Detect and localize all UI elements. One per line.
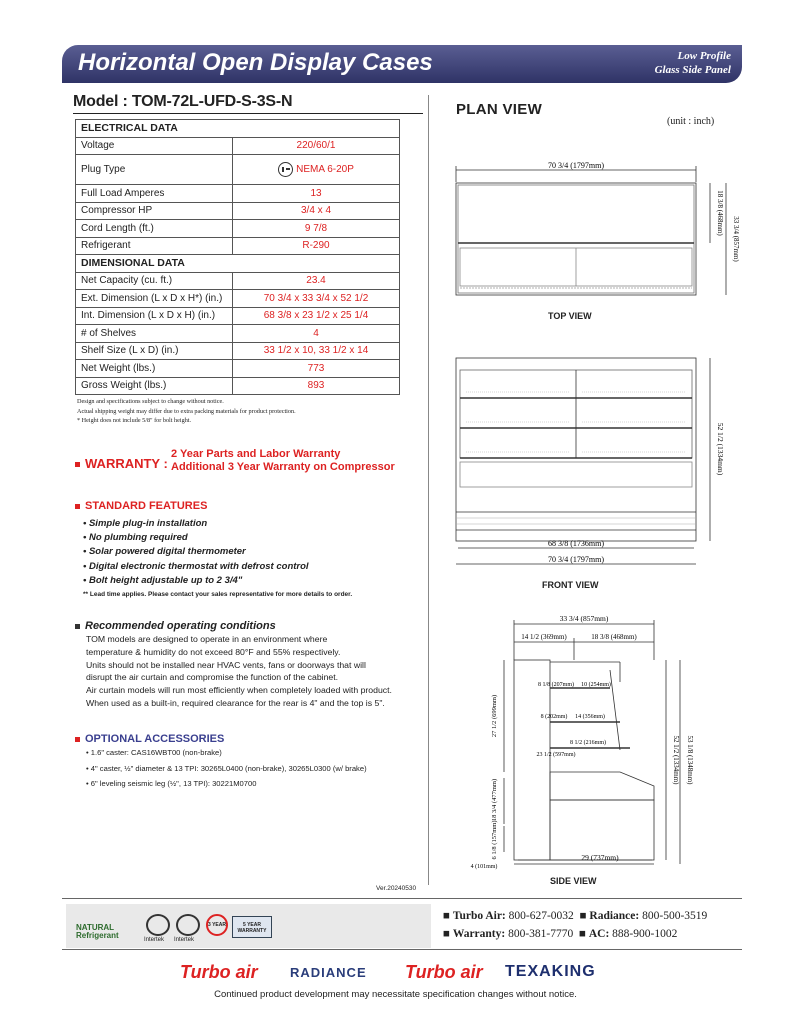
side-lower-height-dim: 18 3/4 (477mm) [491, 778, 498, 822]
unit-label: (unit : inch) [667, 116, 715, 127]
turbo-air-logo-2: Turbo air [405, 962, 483, 982]
side-upper-height-dim: 27 1/2 (699mm) [491, 694, 498, 738]
contact-phone: 888-900-1002 [612, 928, 678, 940]
contact-row [443, 907, 707, 925]
top-inner-depth-dim: 18 3/8 (468mm) [716, 190, 724, 236]
note-line: * Height does not include 5/8" for bolt height. [77, 417, 192, 424]
bullet-square-icon: ■ [443, 928, 453, 940]
side-dim-d4: 14 (356mm) [575, 714, 605, 720]
table-row [76, 360, 400, 378]
contact-name: Warranty: [452, 928, 506, 940]
subtitle-line-2: Glass Side Panel [654, 64, 731, 76]
turbo-air-logo: Turbo air [180, 962, 258, 982]
natural-refrigerant-badge: NATURAL Refrigerant [76, 923, 119, 940]
bullet-square-icon: ■ [579, 910, 590, 922]
contact-row [443, 925, 707, 943]
contact-name: AC: [588, 928, 610, 940]
banner-subtitle [655, 49, 731, 77]
version-label: Ver.20240530 [376, 885, 417, 892]
contact-phone: 800-500-3519 [642, 910, 708, 922]
standard-features-title: STANDARD FEATURES [85, 500, 208, 512]
spec-label: Ext. Dimension (L x D x H*) (in.) [76, 290, 233, 308]
table-row [76, 237, 400, 255]
text-line: When used as a built-in, required clearance for the rear is 4" and the top is 5". [86, 697, 385, 708]
spec-label: # of Shelves [76, 325, 233, 343]
spec-label: Compressor HP [76, 202, 233, 220]
note-line: Actual shipping weight may differ due to extra packing materials for product protection. [77, 407, 296, 415]
side-depth-dim: 33 3/4 (857mm) [559, 614, 609, 623]
recommended-title: Recommended operating conditions [85, 620, 276, 632]
accessories-list [86, 745, 367, 792]
table-row [76, 185, 400, 203]
bullet-square-icon [75, 504, 80, 509]
top-depth-dim: 33 3/4 (857mm) [732, 216, 740, 262]
table-row [76, 220, 400, 238]
list-item: • Simple plug-in installation [83, 518, 208, 529]
accessories-title: OPTIONAL ACCESSORIES [85, 733, 225, 745]
side-dim-d5: 8 1/2 (216mm) [570, 740, 606, 746]
etl-label: Intertek [144, 937, 165, 943]
etl-sanitation-label: Intertek [174, 937, 195, 943]
spec-notes [77, 397, 296, 426]
top-view-drawing [440, 158, 750, 303]
side-dim-d3: 8 (202mm) [540, 714, 568, 720]
front-view-label: FRONT VIEW [542, 580, 599, 590]
front-width-dim: 70 3/4 (1797mm) [548, 555, 604, 564]
list-item: • 6" leveling seismic leg (½", 13 TPI): 30221M0700 [86, 779, 257, 788]
spec-value: 773 [233, 360, 400, 378]
top-view-label: TOP VIEW [548, 311, 592, 321]
spec-value: 9 7/8 [233, 220, 400, 238]
table-row [76, 155, 400, 185]
spec-label: Full Load Amperes [76, 185, 233, 203]
spec-label: Cord Length (ft.) [76, 220, 233, 238]
lead-time-note: ** Lead time applies. Please contact your sales representative for more details to order. [83, 591, 353, 599]
side-foot-height-dim: 4 (101mm) [470, 864, 498, 870]
table-row [76, 272, 400, 290]
warranty-heading [75, 456, 168, 471]
contact-name: Radiance: [589, 910, 640, 922]
model-underline [73, 113, 423, 114]
warranty-3-year-badge: 3 YEAR [206, 914, 228, 936]
features-list [83, 517, 352, 602]
side-total-height2-dim: 53 1/8 (1348mm) [686, 735, 694, 785]
list-item: • 4" caster, ½" diameter & 13 TPI: 30265L0400 (non-brake), 30265L0300 (w/ brake) [86, 763, 367, 773]
side-base-depth-dim: 29 (737mm) [581, 853, 619, 862]
spec-value: 33 1/2 x 10, 33 1/2 x 14 [233, 342, 400, 360]
list-item: • Bolt height adjustable up to 2 3/4" [83, 574, 243, 586]
etl-sanitation-logo-icon [176, 914, 200, 936]
spec-label: Voltage [76, 137, 233, 155]
front-inner-width-dim: 68 3/8 (1736mm) [548, 539, 604, 548]
list-item: • Solar powered digital thermometer [83, 546, 246, 558]
warranty-text [171, 448, 395, 474]
spec-value: R-290 [233, 237, 400, 255]
spec-label: Plug Type [76, 155, 233, 185]
certification-logos [66, 904, 431, 948]
spec-value: 3/4 x 4 [233, 202, 400, 220]
text-line: Air curtain models will run most efficiently when completely loaded with product. [86, 685, 392, 696]
side-dim-d6: 23 1/2 (597mm) [536, 752, 576, 758]
standard-features-heading [75, 500, 207, 512]
spec-label: Shelf Size (L x D) (in.) [76, 342, 233, 360]
plug-icon [278, 162, 293, 177]
side-base-height-dim: 6 1/8 (157mm) [491, 820, 498, 860]
warranty-label: WARRANTY : [85, 456, 168, 471]
bullet-square-icon [75, 462, 80, 467]
accessories-heading [75, 733, 224, 745]
model-number: Model : TOM-72L-UFD-S-3S-N [73, 93, 293, 110]
contact-phone: 800-627-0032 [508, 910, 574, 922]
contact-list [443, 907, 707, 943]
bullet-square-icon [75, 737, 80, 742]
texaking-logo: TEXAKING [505, 963, 596, 980]
text-line: temperature & humidity do not exceed 80°F and 55% respectively. [86, 646, 341, 657]
table-row [76, 342, 400, 360]
spec-label: Net Capacity (cu. ft.) [76, 272, 233, 290]
spec-table [75, 119, 400, 395]
dimensional-heading: DIMENSIONAL DATA [76, 255, 400, 273]
table-row [76, 307, 400, 325]
plug-type-value: NEMA 6-20P [296, 164, 354, 176]
table-row [76, 377, 400, 395]
warranty-line-1: 2 Year Parts and Labor Warranty [171, 448, 341, 460]
recommended-text [86, 633, 392, 710]
text-line: disrupt the air curtain and compromise the function of the cabinet. [86, 672, 339, 683]
footer-note: Continued product development may necessitate specification changes without notice. [214, 989, 577, 1000]
text-line: Units should not be installed near HVAC vents, fans or doorways that will [86, 659, 366, 670]
side-left-part-dim: 14 1/2 (369mm) [521, 633, 567, 641]
table-row [76, 202, 400, 220]
spec-value: 68 3/8 x 23 1/2 x 25 1/4 [233, 307, 400, 325]
plan-view-heading: PLAN VIEW [456, 101, 543, 118]
column-divider [428, 95, 429, 885]
spec-label: Int. Dimension (L x D x H) (in.) [76, 307, 233, 325]
warranty-line-2: Additional 3 Year Warranty on Compressor [171, 461, 395, 473]
warranty-5-year-badge: 5 YEAR WARRANTY [232, 916, 272, 938]
table-row [76, 290, 400, 308]
side-dim-d2: 10 (254mm) [581, 682, 611, 688]
spec-value: 13 [233, 185, 400, 203]
contact-phone: 800-381-7770 [508, 928, 574, 940]
side-right-part-dim: 18 3/8 (468mm) [591, 633, 637, 641]
table-row [76, 325, 400, 343]
top-width-dim: 70 3/4 (1797mm) [548, 161, 604, 170]
table-row [76, 137, 400, 155]
text-line: TOM models are designed to operate in an environment where [86, 634, 328, 644]
radiance-logo: RADIANCE [290, 965, 367, 980]
front-height-dim: 52 1/2 (1334mm) [716, 422, 725, 476]
list-item: • No plumbing required [83, 532, 188, 544]
contact-name: Turbo Air: [452, 910, 506, 922]
recommended-heading [75, 620, 276, 632]
side-view-drawing [470, 610, 720, 872]
electrical-heading: ELECTRICAL DATA [76, 120, 400, 138]
list-item: • 1.6" caster: CAS16WBT00 (non-brake) [86, 748, 222, 757]
spec-value: 23.4 [233, 272, 400, 290]
list-item: • Digital electronic thermostat with defrost control [83, 560, 309, 572]
spec-value: 220/60/1 [233, 137, 400, 155]
spec-value: 4 [233, 325, 400, 343]
side-total-height-dim: 52 1/2 (1334mm) [672, 735, 680, 785]
bullet-square-icon: ■ [443, 910, 453, 922]
bullet-square-icon: ■ [579, 928, 589, 940]
spec-label: Net Weight (lbs.) [76, 360, 233, 378]
side-view-label: SIDE VIEW [550, 876, 597, 886]
spec-value [233, 155, 400, 185]
etl-logo-icon [146, 914, 170, 936]
spec-label: Gross Weight (lbs.) [76, 377, 233, 395]
front-view-drawing [440, 352, 750, 574]
spec-label: Refrigerant [76, 237, 233, 255]
brand-logos [160, 960, 630, 986]
bullet-square-icon [75, 624, 80, 629]
page-title: Horizontal Open Display Cases [78, 49, 433, 76]
note-line: Design and specifications subject to change without notice. [77, 398, 224, 405]
spec-value: 70 3/4 x 33 3/4 x 52 1/2 [233, 290, 400, 308]
subtitle-line-1: Low Profile [677, 50, 731, 62]
spec-value: 893 [233, 377, 400, 395]
side-dim-d1: 8 1/8 (207mm) [538, 682, 574, 688]
